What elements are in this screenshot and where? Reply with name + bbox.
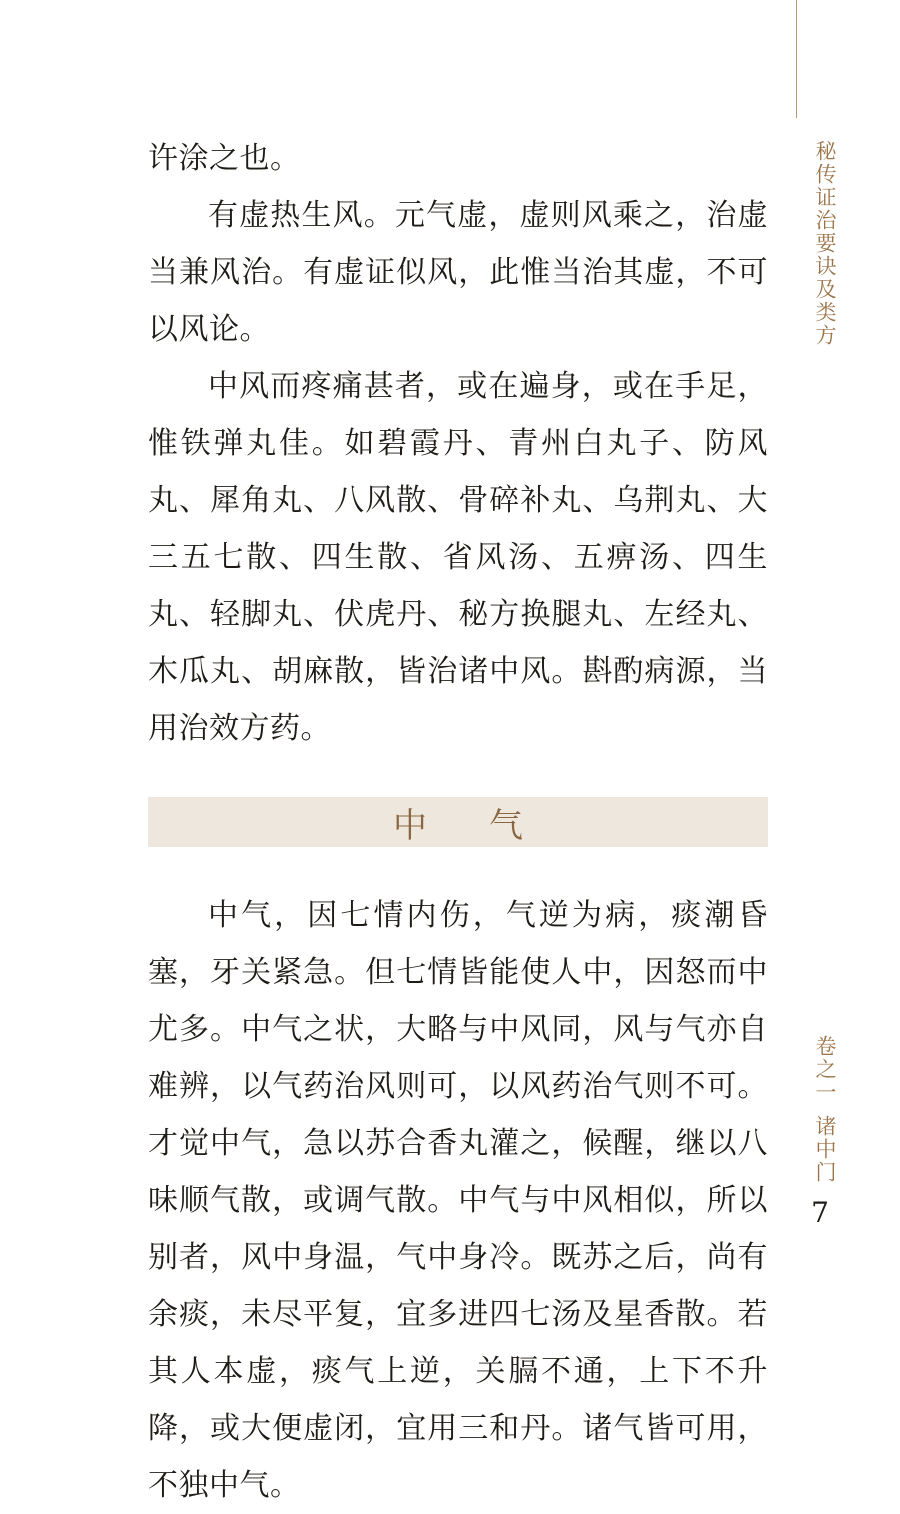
paragraph-deficiency-heat: 有虚热生风。元气虚，虚则风乘之，治虚当兼风治。有虚证似风，此惟当治其虚，不可以风论。 (148, 198, 768, 347)
paragraph-wind-pain: 中风而疼痛甚者，或在遍身，或在手足，惟铁弹丸佳。如碧霞丹、青州白丸子、防风丸、犀角丸、八风散、骨碎补丸、乌荆丸、大三五七散、四生散、省风汤、五痹汤、四生丸、轻脚丸、伏虎丹、秘方换腿丸、左经丸、木瓜丸、胡麻散，皆治诸中风。斟酌病源，当用治效方药。 (148, 369, 768, 746)
page-number: 7 (811, 1196, 829, 1229)
top-divider-line (796, 0, 797, 118)
running-head-chapter: 诸中门 (813, 1115, 837, 1184)
section-title: 中气 (393, 805, 585, 846)
section-title-bar (148, 797, 768, 847)
section-body (148, 887, 768, 1514)
running-head-book-title: 秘传证治要诀及类方 (813, 140, 837, 347)
paragraph-continuation: 许涂之也。 (148, 141, 301, 176)
paragraph-zhongqi: 中气，因七情内伤，气逆为病，痰潮昏塞，牙关紧急。但七情皆能使人中，因怒而中尤多。中气之状，大略与中风同，风与气亦自难辨，以气药治风则可，以风药治气则不可。才觉中气，急以苏合香丸灌之，候醒，继以八味顺气散，或调气散。中气与中风相似，所以别者，风中身温，气中身冷。既苏之后，尚有余痰，未尽平复，宜多进四七汤及星香散。若其人本虚，痰气上逆，关膈不通，上下不升降，或大便虚闭，宜用三和丹。诸气皆可用，不独中气。 (148, 898, 768, 1503)
running-head-volume: 卷之一 (813, 1035, 837, 1104)
main-text (148, 130, 768, 1514)
